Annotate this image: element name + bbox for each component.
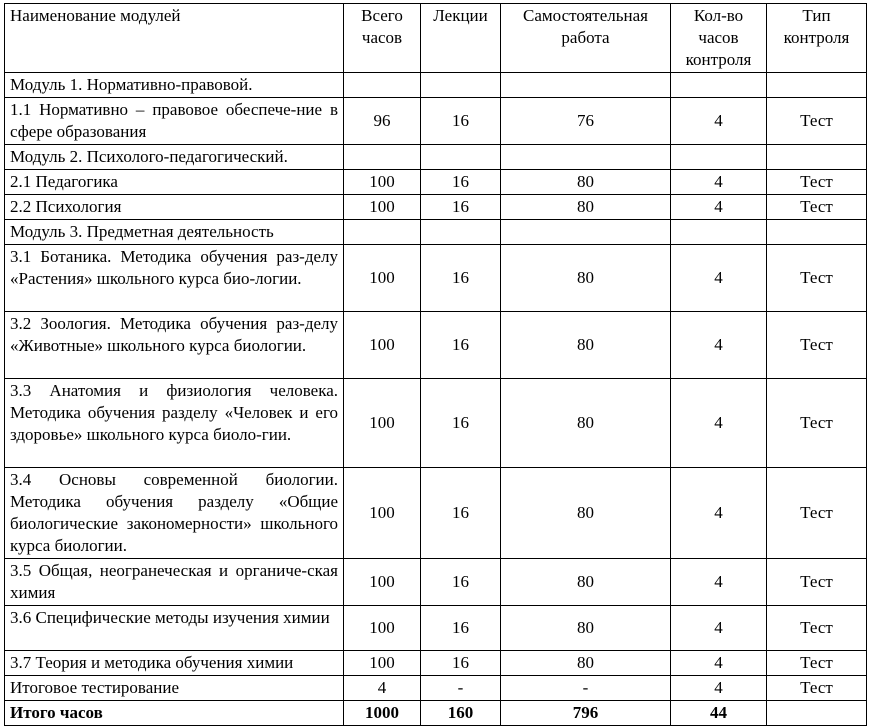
cell-self-study: - xyxy=(501,676,671,701)
cell-total-hours xyxy=(344,220,421,245)
cell-control-type: Тест xyxy=(767,195,867,220)
cell-self-study: 80 xyxy=(501,606,671,651)
cell-module-name: 3.4 Основы современной биологии. Методика обучения разделу «Общие биологические закономерности» школьного курса биологии. xyxy=(5,468,344,559)
cell-self-study: 76 xyxy=(501,98,671,145)
cell-control-type: Тест xyxy=(767,379,867,468)
table-body xyxy=(5,73,867,726)
cell-total-hours: 100 xyxy=(344,651,421,676)
module-row xyxy=(5,73,867,98)
cell-lectures xyxy=(421,73,501,98)
cell-self-study: 80 xyxy=(501,312,671,379)
header-control-hours: Кол-во часов контроля xyxy=(671,4,767,73)
cell-total-hours: 100 xyxy=(344,170,421,195)
cell-total-hours xyxy=(344,73,421,98)
cell-control-type xyxy=(767,701,867,726)
cell-control-type xyxy=(767,73,867,98)
cell-module-name: 2.2 Психология xyxy=(5,195,344,220)
cell-control-hours: 4 xyxy=(671,245,767,312)
cell-control-type: Тест xyxy=(767,676,867,701)
table-row xyxy=(5,468,867,559)
cell-self-study xyxy=(501,73,671,98)
table-row xyxy=(5,651,867,676)
table-row xyxy=(5,245,867,312)
cell-module-name: 3.7 Теория и методика обучения химии xyxy=(5,651,344,676)
cell-control-hours: 44 xyxy=(671,701,767,726)
cell-self-study: 80 xyxy=(501,379,671,468)
table-row xyxy=(5,606,867,651)
cell-lectures: 16 xyxy=(421,312,501,379)
cell-module-name: 3.1 Ботаника. Методика обучения раз-делу «Растения» школьного курса био-логии. xyxy=(5,245,344,312)
cell-control-hours xyxy=(671,73,767,98)
cell-control-type: Тест xyxy=(767,312,867,379)
cell-lectures: - xyxy=(421,676,501,701)
cell-total-hours: 96 xyxy=(344,98,421,145)
cell-control-hours xyxy=(671,220,767,245)
cell-module-name: 1.1 Нормативно – правовое обеспече-ние в сфере образования xyxy=(5,98,344,145)
cell-self-study: 80 xyxy=(501,245,671,312)
cell-self-study xyxy=(501,145,671,170)
cell-module-name: Модуль 1. Нормативно-правовой. xyxy=(5,73,344,98)
cell-total-hours: 100 xyxy=(344,195,421,220)
cell-module-name: Модуль 2. Психолого-педагогический. xyxy=(5,145,344,170)
cell-self-study: 80 xyxy=(501,195,671,220)
module-row xyxy=(5,145,867,170)
cell-lectures: 16 xyxy=(421,606,501,651)
cell-total-hours: 100 xyxy=(344,559,421,606)
cell-self-study: 80 xyxy=(501,468,671,559)
cell-lectures xyxy=(421,145,501,170)
cell-control-type xyxy=(767,145,867,170)
cell-control-type: Тест xyxy=(767,468,867,559)
cell-total-hours: 100 xyxy=(344,245,421,312)
cell-total-hours xyxy=(344,145,421,170)
cell-control-hours: 4 xyxy=(671,379,767,468)
cell-module-name: 3.6 Специфические методы изучения химии xyxy=(5,606,344,651)
table-row xyxy=(5,98,867,145)
header-control-type: Тип контроля xyxy=(767,4,867,73)
table-row xyxy=(5,559,867,606)
cell-control-type: Тест xyxy=(767,606,867,651)
cell-control-hours: 4 xyxy=(671,606,767,651)
cell-module-name: 2.1 Педагогика xyxy=(5,170,344,195)
cell-control-type: Тест xyxy=(767,651,867,676)
table-row xyxy=(5,195,867,220)
cell-total-hours: 4 xyxy=(344,676,421,701)
cell-control-hours: 4 xyxy=(671,651,767,676)
header-lectures: Лекции xyxy=(421,4,501,73)
cell-control-type: Тест xyxy=(767,170,867,195)
cell-control-hours: 4 xyxy=(671,559,767,606)
cell-module-name: Модуль 3. Предметная деятельность xyxy=(5,220,344,245)
header-row xyxy=(5,4,867,73)
cell-control-hours: 4 xyxy=(671,195,767,220)
cell-lectures: 16 xyxy=(421,170,501,195)
cell-lectures: 16 xyxy=(421,245,501,312)
cell-control-type xyxy=(767,220,867,245)
cell-control-type: Тест xyxy=(767,559,867,606)
cell-control-type: Тест xyxy=(767,98,867,145)
cell-lectures: 16 xyxy=(421,468,501,559)
cell-module-name: Итоговое тестирование xyxy=(5,676,344,701)
modules-table xyxy=(4,3,867,726)
header-self-study: Самостоятельная работа xyxy=(501,4,671,73)
cell-control-hours: 4 xyxy=(671,312,767,379)
cell-lectures: 16 xyxy=(421,559,501,606)
cell-lectures: 16 xyxy=(421,98,501,145)
cell-lectures: 16 xyxy=(421,195,501,220)
table-row xyxy=(5,312,867,379)
cell-self-study xyxy=(501,220,671,245)
cell-self-study: 796 xyxy=(501,701,671,726)
cell-self-study: 80 xyxy=(501,651,671,676)
cell-control-hours xyxy=(671,145,767,170)
cell-lectures: 16 xyxy=(421,379,501,468)
cell-control-hours: 4 xyxy=(671,98,767,145)
cell-self-study: 80 xyxy=(501,170,671,195)
cell-control-hours: 4 xyxy=(671,170,767,195)
cell-total-hours: 1000 xyxy=(344,701,421,726)
table-row xyxy=(5,170,867,195)
cell-total-hours: 100 xyxy=(344,606,421,651)
header-total-hours: Всего часов xyxy=(344,4,421,73)
cell-self-study: 80 xyxy=(501,559,671,606)
cell-lectures xyxy=(421,220,501,245)
cell-total-hours: 100 xyxy=(344,468,421,559)
cell-total-hours: 100 xyxy=(344,312,421,379)
cell-module-name: 3.3 Анатомия и физиология человека. Методика обучения разделу «Человек и его здоровье» школьного курса биоло-гии. xyxy=(5,379,344,468)
cell-module-name: Итого часов xyxy=(5,701,344,726)
cell-module-name: 3.5 Общая, неогранеческая и органиче-ская химия xyxy=(5,559,344,606)
module-row xyxy=(5,220,867,245)
cell-control-hours: 4 xyxy=(671,468,767,559)
cell-lectures: 160 xyxy=(421,701,501,726)
cell-control-hours: 4 xyxy=(671,676,767,701)
total-row xyxy=(5,701,867,726)
table-row xyxy=(5,379,867,468)
cell-lectures: 16 xyxy=(421,651,501,676)
cell-total-hours: 100 xyxy=(344,379,421,468)
header-module-name: Наименование модулей xyxy=(5,4,344,73)
cell-control-type: Тест xyxy=(767,245,867,312)
cell-module-name: 3.2 Зоология. Методика обучения раз-делу «Животные» школьного курса биологии. xyxy=(5,312,344,379)
table-row xyxy=(5,676,867,701)
